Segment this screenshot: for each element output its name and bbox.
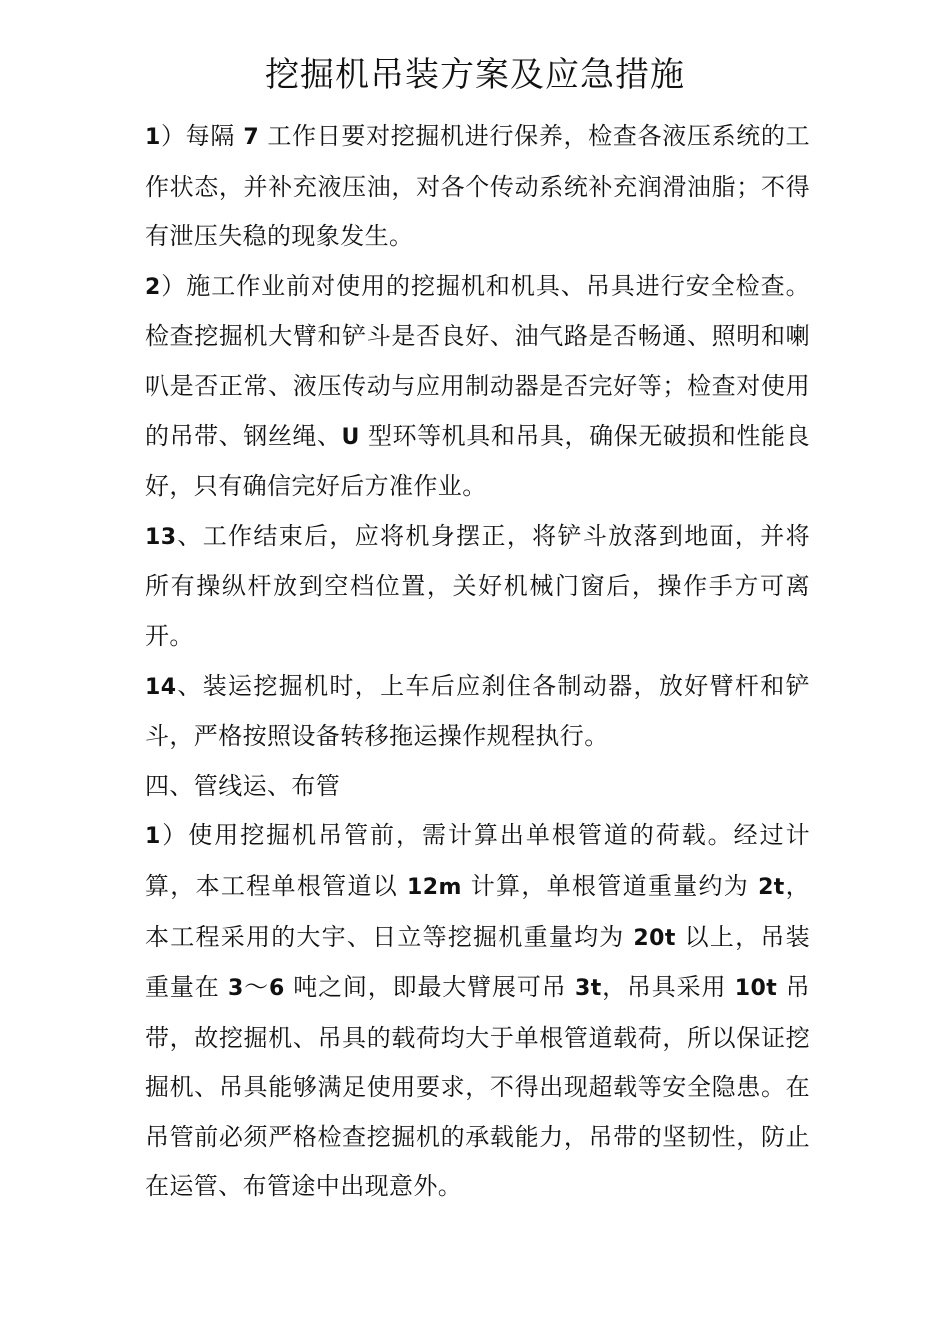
section-heading-pipe-laying: 四、管线运、布管 — [145, 771, 341, 800]
paragraph-pipe-lifting: 1）使用挖掘机吊管前，需计算出单根管道的荷载。经过计算，本工程单根管道以 12m 计算，单根管道重量约为 2t，本工程采用的大宇、日立等挖掘机重量均为 20t 以上，吊装重量在 3～6 吨之间，即最大臂展可吊 3t，吊具采用 10t 吊带，故挖掘机、吊具的载荷均大于单根管道载荷，所以保证挖掘机、吊具能够满足使用要求，不得出现超载等安全隐患。在吊管前必须严格检查挖掘机的承载能力，吊带的坚韧性，防止在运管、布管途中出现意外。 — [145, 821, 810, 1201]
paragraph-maintenance: 1）每隔 7 工作日要对挖掘机进行保养，检查各液压系统的工作状态，并补充液压油，对各个传动系统补充润滑油脂；不得有泄压失稳的现象发生。 — [145, 122, 811, 251]
paragraph-transport: 14、装运挖掘机时，上车后应刹住各制动器，放好臂杆和铲斗，严格按照设备转移拖运操作规程执行。 — [145, 671, 810, 751]
document-body — [145, 112, 810, 1212]
paragraph-safety-inspection: 2）施工作业前对使用的挖掘机和机具、吊具进行安全检查。检查挖掘机大臂和铲斗是否良好、油气路是否畅通、照明和喇叭是否正常、液压传动与应用制动器是否完好等；检查对使用的吊带、钢丝绳、U 型环等机具和吊具，确保无破损和性能良好，只有确信完好后方准作业。 — [145, 271, 810, 501]
paragraph-end-of-work: 13、工作结束后，应将机身摆正，将铲斗放落到地面，并将所有操纵杆放到空档位置，关好机械门窗后，操作手方可离开。 — [145, 521, 810, 650]
document-title: 挖掘机吊装方案及应急措施 — [265, 55, 685, 95]
